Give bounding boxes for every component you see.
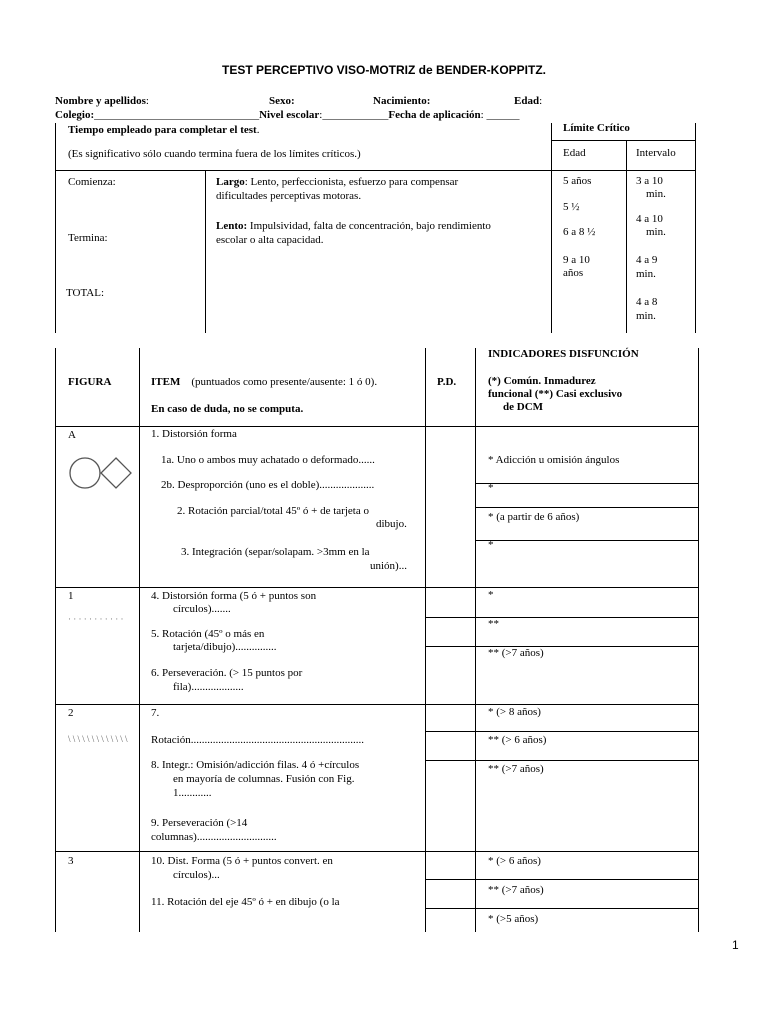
item-text: 1a. Uno o ambos muy achatado o deformado...... xyxy=(161,454,375,466)
figura-label: 3 xyxy=(68,855,74,867)
sexo-label: Sexo: xyxy=(269,95,295,107)
largo-description: Largo: Lento, perfeccionista, esfuerzo para compensar xyxy=(216,176,459,188)
item-text: columnas)............................. xyxy=(151,831,277,843)
page-title: TEST PERCEPTIVO VISO-MOTRIZ de BENDER-KOPPITZ. xyxy=(221,63,547,77)
colegio-row: Colegio:______________________________Nivel escolar:____________Fecha de aplicación: ______ xyxy=(55,109,520,121)
page-number: 1 xyxy=(732,938,739,952)
item-text: 2b. Desproporción (uno es el doble).................... xyxy=(161,479,375,491)
edad-label: Edad: xyxy=(514,95,543,107)
lento-description-cont: escolar o alta capacidad. xyxy=(216,234,324,246)
item-text: 4. Distorsión forma (5 ó + puntos son xyxy=(151,590,317,602)
figura-label: 1 xyxy=(68,590,74,602)
item-text: dibujo. xyxy=(376,518,407,530)
item-text: 7. xyxy=(151,707,160,719)
indicador-text: * xyxy=(488,482,494,494)
figura-label: 2 xyxy=(68,707,74,719)
intervalo-value: min. xyxy=(646,226,666,238)
intervalo-value: min. xyxy=(636,310,656,322)
indicador-text: * (>5 años) xyxy=(488,913,539,925)
indicador-text: * xyxy=(488,589,494,601)
indicador-text: * (> 6 años) xyxy=(488,855,541,867)
nombre-label: Nombre y apellidos: xyxy=(55,95,149,107)
indicadores-legend: (*) Común. Inmadurez xyxy=(488,375,596,387)
indicador-text: ** (>7 años) xyxy=(488,763,544,775)
indicador-text: ** (>7 años) xyxy=(488,647,544,659)
item-text: 2. Rotación parcial/total 45º ó + de tarjeta o xyxy=(177,505,369,517)
indicador-text: * xyxy=(488,539,494,551)
lento-description: Lento: Impulsividad, falta de concentración, bajo rendimiento xyxy=(216,220,491,232)
figura-1-drawing: · · · · · · · · · · · xyxy=(68,614,124,624)
item-text: en mayoría de columnas. Fusión con Fig. xyxy=(173,773,355,785)
indicador-text: ** (> 6 años) xyxy=(488,734,547,746)
indicadores-legend: funcional (**) Casi exclusivo xyxy=(488,388,623,400)
edad-value: 9 a 10 xyxy=(563,254,590,266)
duda-note: En caso de duda, no se computa. xyxy=(151,403,304,415)
item-text: 1. Distorsión forma xyxy=(151,428,237,440)
item-text: 6. Perseveración. (> 15 puntos por xyxy=(151,667,303,679)
edad-value: 6 a 8 ½ xyxy=(563,226,596,238)
edad-value: 5 ½ xyxy=(563,201,580,213)
edad-value: 5 años xyxy=(563,175,592,187)
fecha-label: Fecha de aplicación xyxy=(388,109,481,121)
pd-header: P.D. xyxy=(437,376,457,388)
tiempo-heading: Tiempo empleado para completar el test. xyxy=(68,124,260,136)
indicadores-header: INDICADORES DISFUNCIÓN xyxy=(488,348,639,360)
figura-2-drawing: \ \ \ \ \ \ \ \ \ \ \ \ \ xyxy=(68,734,128,744)
item-text: Rotación............................................................... xyxy=(151,734,364,746)
indicadores-legend: de DCM xyxy=(503,401,544,413)
intervalo-value: 4 a 8 xyxy=(636,296,658,308)
intervalo-value: 4 a 10 xyxy=(636,213,663,225)
figura-header: FIGURA xyxy=(68,376,112,388)
item-header: ITEM (puntuados como presente/ausente: 1 ó 0). xyxy=(151,376,378,388)
figura-a-drawing xyxy=(68,455,138,491)
indicador-text: * (> 8 años) xyxy=(488,706,541,718)
edad-value: años xyxy=(563,267,584,279)
intervalo-value: 4 a 9 xyxy=(636,254,658,266)
limite-critico: Límite Crítico xyxy=(563,122,630,134)
item-text: 3. Integración (separ/solapam. >3mm en la xyxy=(181,546,370,558)
nivel-label: Nivel escolar xyxy=(259,109,320,121)
item-text: 1............ xyxy=(173,787,212,799)
item-text: fila)................... xyxy=(173,681,244,693)
intervalo-value: min. xyxy=(636,268,656,280)
edad-column-header: Edad xyxy=(563,147,586,159)
nacimiento-label: Nacimiento: xyxy=(373,95,431,107)
colegio-label: Colegio: xyxy=(55,109,95,121)
item-text: 10. Dist. Forma (5 ó + puntos convert. en xyxy=(151,855,333,867)
indicador-text: ** xyxy=(488,618,499,630)
termina-label: Termina: xyxy=(68,232,108,244)
intervalo-column-header: Intervalo xyxy=(636,147,676,159)
total-label: TOTAL: xyxy=(66,287,105,299)
largo-description-cont: dificultades perceptivas motoras. xyxy=(216,190,362,202)
intervalo-value: 3 a 10 xyxy=(636,175,663,187)
item-text: 5. Rotación (45º o más en xyxy=(151,628,265,640)
item-text: unión)... xyxy=(370,560,407,572)
indicador-text: * Adicción u omisión ángulos xyxy=(488,454,620,466)
comienza-label: Comienza: xyxy=(68,176,116,188)
indicador-text: ** (>7 años) xyxy=(488,884,544,896)
tiempo-note: (Es significativo sólo cuando termina fuera de los límites críticos.) xyxy=(68,148,361,160)
item-text: tarjeta/dibujo)............... xyxy=(173,641,277,653)
indicador-text: * (a partir de 6 años) xyxy=(488,511,580,523)
item-text: 8. Integr.: Omisión/adicción filas. 4 ó +círculos xyxy=(151,759,360,771)
item-text: 11. Rotación del eje 45º ó + en dibujo (o la xyxy=(151,896,340,908)
item-text: círculos)... xyxy=(173,869,220,881)
item-text: 9. Perseveración (>14 xyxy=(151,817,248,829)
figura-label: A xyxy=(68,429,76,441)
intervalo-value: min. xyxy=(646,188,666,200)
item-text: círculos)....... xyxy=(173,603,231,615)
